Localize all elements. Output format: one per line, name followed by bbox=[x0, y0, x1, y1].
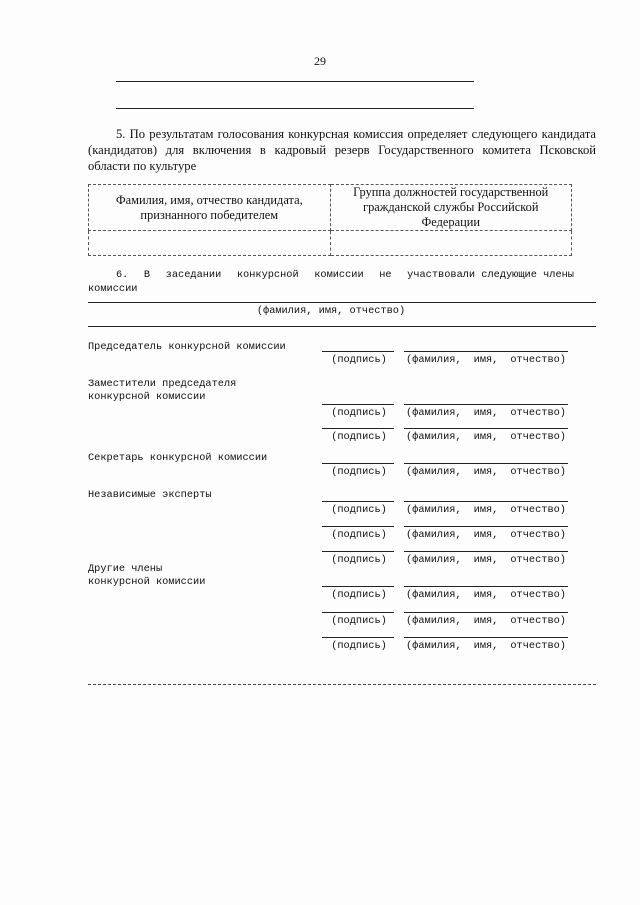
paragraph-6-line-2: комиссии bbox=[88, 283, 138, 295]
p6-word: не bbox=[379, 269, 392, 281]
paragraph-6-line-1 bbox=[88, 268, 574, 282]
fio-label-word: отчество) bbox=[510, 640, 566, 652]
signature-line[interactable] bbox=[322, 586, 394, 587]
fio-line[interactable] bbox=[404, 428, 568, 429]
fio-label-words bbox=[406, 504, 566, 516]
fio-label bbox=[406, 554, 566, 566]
fio-label-word: имя, bbox=[473, 504, 499, 516]
fio-label bbox=[406, 529, 566, 541]
signature-line[interactable] bbox=[322, 428, 394, 429]
signature-label: (подпись) bbox=[331, 431, 387, 443]
fio-label bbox=[406, 504, 566, 516]
signature-label: (подпись) bbox=[331, 554, 387, 566]
paragraph-6 bbox=[88, 268, 574, 296]
signature-label: (подпись) bbox=[331, 589, 387, 601]
fio-label-word: (фамилия, bbox=[406, 554, 462, 566]
fio-label-word: имя, bbox=[473, 407, 499, 419]
fio-label-words bbox=[406, 589, 566, 601]
p6-word: заседании bbox=[165, 269, 222, 281]
table-cell-candidate bbox=[89, 231, 331, 256]
fio-label bbox=[406, 640, 566, 652]
fio-label-word: имя, bbox=[473, 466, 499, 478]
role-experts: Независимые эксперты bbox=[88, 489, 212, 501]
signature-line[interactable] bbox=[322, 351, 394, 352]
signature-label: (подпись) bbox=[331, 504, 387, 516]
role-deputies bbox=[88, 378, 236, 404]
role-others-line-1: Другие члены bbox=[88, 563, 163, 575]
fio-label-words bbox=[406, 407, 566, 419]
fio-label-word: имя, bbox=[473, 529, 499, 541]
fio-label-word: отчество) bbox=[510, 431, 566, 443]
fio-line[interactable] bbox=[404, 586, 568, 587]
signature-line[interactable] bbox=[322, 404, 394, 405]
signature-label: (подпись) bbox=[331, 529, 387, 541]
fio-label-words bbox=[406, 554, 566, 566]
fio-line[interactable] bbox=[404, 351, 568, 352]
blank-line-top-2 bbox=[116, 108, 474, 109]
bottom-rule bbox=[88, 684, 596, 685]
fio-label-word: (фамилия, bbox=[406, 354, 462, 366]
fio-label-word: отчество) bbox=[510, 504, 566, 516]
fio-label-words bbox=[406, 615, 566, 627]
table-cell-position-group bbox=[330, 231, 572, 256]
fio-line[interactable] bbox=[404, 463, 568, 464]
role-chairman: Председатель конкурсной комиссии bbox=[88, 341, 286, 353]
blank-line-top-1 bbox=[116, 81, 474, 82]
fio-label-word: (фамилия, bbox=[406, 431, 462, 443]
signature-label: (подпись) bbox=[331, 354, 387, 366]
fio-line[interactable] bbox=[404, 404, 568, 405]
fio-line[interactable] bbox=[404, 637, 568, 638]
table-header-position-group: Группа должностей государственной гражданской службы Российской Федерации bbox=[330, 185, 572, 231]
signature-line[interactable] bbox=[322, 551, 394, 552]
p6-word: 6. bbox=[116, 269, 129, 281]
signature-line[interactable] bbox=[322, 526, 394, 527]
fio-label bbox=[406, 431, 566, 443]
signature-label: (подпись) bbox=[331, 615, 387, 627]
paragraph-5: 5. По результатам голосования конкурсная комиссия определяет следующего кандидата (кандидатов) для включения в кадровый резерв Государственного комитета Псковской области по культуре bbox=[88, 127, 596, 173]
signature-line[interactable] bbox=[322, 637, 394, 638]
fio-label-word: (фамилия, bbox=[406, 529, 462, 541]
fio-label-word: (фамилия, bbox=[406, 640, 462, 652]
fio-line[interactable] bbox=[404, 501, 568, 502]
fio-line[interactable] bbox=[404, 612, 568, 613]
role-others bbox=[88, 563, 205, 589]
fio-label-words bbox=[406, 640, 566, 652]
role-secretary: Секретарь конкурсной комиссии bbox=[88, 452, 268, 464]
fio-label bbox=[406, 615, 566, 627]
fio-label-word: (фамилия, bbox=[406, 589, 462, 601]
role-deputies-line-1: Заместители председателя bbox=[88, 378, 237, 390]
signature-line[interactable] bbox=[322, 612, 394, 613]
fio-label-word: отчество) bbox=[510, 529, 566, 541]
p6-word: конкурсной bbox=[236, 269, 299, 281]
fio-caption: (фамилия, имя, отчество) bbox=[256, 305, 406, 317]
signature-line[interactable] bbox=[322, 501, 394, 502]
role-deputies-line-2: конкурсной комиссии bbox=[88, 391, 206, 403]
fio-label-word: отчество) bbox=[510, 554, 566, 566]
fio-label-word: имя, bbox=[473, 615, 499, 627]
role-others-line-2: конкурсной комиссии bbox=[88, 576, 206, 588]
fio-label-word: (фамилия, bbox=[406, 504, 462, 516]
table-row bbox=[89, 231, 572, 256]
fio-label-word: (фамилия, bbox=[406, 615, 462, 627]
fio-line[interactable] bbox=[404, 526, 568, 527]
fio-label-word: (фамилия, bbox=[406, 407, 462, 419]
fio-label-word: имя, bbox=[473, 431, 499, 443]
signature-line[interactable] bbox=[322, 463, 394, 464]
fio-label bbox=[406, 466, 566, 478]
signature-label: (подпись) bbox=[331, 640, 387, 652]
fio-label-words bbox=[406, 529, 566, 541]
table-header-row bbox=[89, 185, 572, 231]
fio-label-word: (фамилия, bbox=[406, 466, 462, 478]
fio-label-word: имя, bbox=[473, 589, 499, 601]
p6-word: участвовали следующие члены bbox=[407, 269, 574, 281]
page-number: 29 bbox=[314, 54, 326, 68]
fio-label-word: имя, bbox=[473, 554, 499, 566]
fio-label-word: отчество) bbox=[510, 615, 566, 627]
fio-label-word: отчество) bbox=[510, 407, 566, 419]
fio-label-words bbox=[406, 466, 566, 478]
fio-label bbox=[406, 589, 566, 601]
candidate-table bbox=[88, 184, 572, 256]
fio-label-word: отчество) bbox=[510, 589, 566, 601]
fio-label-words bbox=[406, 431, 566, 443]
table-header-candidate: Фамилия, имя, отчество кандидата, признанного победителем bbox=[89, 185, 331, 231]
fio-line[interactable] bbox=[404, 551, 568, 552]
absent-members-line-2 bbox=[88, 326, 596, 327]
fio-label-words bbox=[406, 354, 566, 366]
p6-word: комиссии bbox=[314, 269, 364, 281]
fio-label-word: имя, bbox=[473, 640, 499, 652]
fio-label bbox=[406, 407, 566, 419]
p6-word: В bbox=[143, 269, 151, 281]
absent-members-line bbox=[88, 302, 596, 303]
fio-label-word: отчество) bbox=[510, 354, 566, 366]
signature-label: (подпись) bbox=[331, 466, 387, 478]
fio-label-word: имя, bbox=[473, 354, 499, 366]
fio-label-word: отчество) bbox=[510, 466, 566, 478]
signature-label: (подпись) bbox=[331, 407, 387, 419]
fio-label bbox=[406, 354, 566, 366]
